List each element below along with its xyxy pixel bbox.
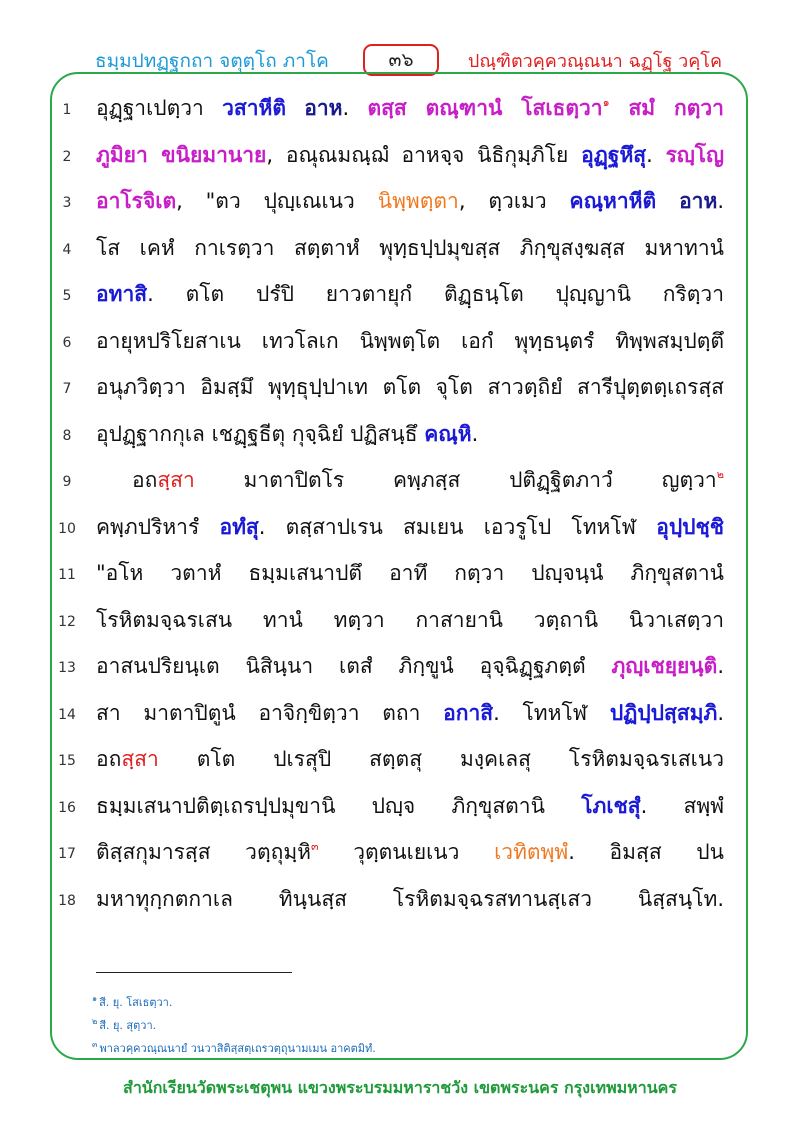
page-number-badge: ๓๖ [363, 44, 439, 76]
text-segment: , "ตว ปุญฺเณเนว [176, 189, 378, 213]
line-text [96, 92, 724, 125]
line-number: 3 [62, 195, 72, 211]
text-segment: อทาสิ [96, 282, 148, 306]
line-number: 5 [62, 288, 72, 304]
text-line [0, 228, 800, 268]
line-text [96, 697, 724, 730]
text-segment: อุฏฺฐหึสุ [581, 142, 647, 167]
text-segment: วุตฺตนเยเนว [318, 840, 495, 864]
text-line [0, 274, 800, 314]
line-text [96, 557, 724, 590]
line-text [96, 604, 724, 637]
text-segment: สา มาตาปิตูนํ อาจิกฺขิตฺวา ตถา [96, 700, 444, 725]
text-segment: นิพฺพตฺตา [377, 189, 459, 213]
footnote-text: สี. ยุ. โสเธตฺวา. [99, 996, 173, 1009]
header-chapter-title: ปณฺฑิตวคฺควณฺณนา ฉฏฺโฐ วคฺโค [467, 51, 722, 72]
line-number: 6 [62, 334, 72, 351]
line-text [96, 185, 724, 218]
text-segment: ภูมิยา ขนิยมานาย [96, 142, 267, 167]
text-line [0, 786, 800, 826]
line-text [96, 278, 724, 311]
text-segment: โภเชสุํ [581, 793, 641, 818]
text-segment: อายุหปริโยสาเน เทวโลเก นิพฺพตฺโต เอกํ พุทฺธนฺตรํ ทิพฺพสมฺปตฺตึ [96, 328, 724, 353]
text-segment: อาโรจิเต [96, 189, 177, 213]
text-segment: มาตาปิตโร คพฺภสฺส ปติฏฺฐิตภาวํ ญตฺวา [194, 468, 717, 492]
text-segment: เวทิตพฺพํ [494, 840, 569, 864]
line-number: 14 [58, 706, 76, 723]
line-number: 9 [62, 474, 72, 490]
text-segment [656, 189, 679, 213]
text-segment: รญฺโญ [665, 142, 724, 167]
footnote-text: สี. ยุ. สุตฺวา. [99, 1019, 157, 1032]
text-segment: ปฏิปฺปสฺสมฺภิ [609, 700, 718, 725]
footnote-marker: ๓ [311, 840, 319, 853]
line-text [96, 232, 724, 265]
text-line [0, 181, 800, 221]
footnote-text: พาลวคฺควณฺณนายํ วนวาสิติสฺสตฺเถรวตฺถุนามเมน อาคตมิทํ. [99, 1042, 376, 1055]
text-segment: , อณุณมณฺฌํ อาหจฺจ นิธิกุมฺภิโย [266, 142, 582, 167]
text-line [0, 414, 800, 454]
text-segment: มหาทุกฺกตกาเล ทินฺนสฺส โรหิตมจฺฉรสทานสฺเสว นิสฺสนฺโท. [96, 886, 724, 911]
line-text [96, 790, 724, 823]
text-segment: . ตสฺสาปเรน สมเยน เอวรูโป โทหโฬ [258, 514, 657, 539]
line-text [96, 371, 724, 404]
footnote-mark: ๑ [92, 994, 98, 1003]
line-text [96, 650, 724, 683]
text-segment: ติสฺสกุมารสฺส วตฺถุมฺหิ [96, 840, 312, 864]
footnote-marker: ๑ [602, 96, 610, 109]
text-segment: อาห [679, 189, 718, 213]
text-line [0, 507, 800, 547]
line-number: 13 [58, 660, 76, 676]
line-number: 8 [62, 427, 72, 444]
text-segment: อาสนปริยนฺเต นิสินฺนา เตสํ ภิกฺขูนํ อุจฺฉิฏฺฐภตฺตํ [96, 654, 612, 678]
line-number: 16 [58, 799, 76, 816]
text-segment: อุฏฺฐาเปตฺวา [96, 96, 223, 120]
text-line [0, 367, 800, 407]
line-number: 1 [62, 102, 72, 118]
footnote [92, 992, 172, 1011]
text-segment: . ตโต ปรํปิ ยาวตายุกํ ติฏฺธนฺโต ปุญฺญานิ กริตฺวา [147, 282, 724, 306]
line-text [96, 139, 724, 172]
text-segment: โส เคหํ กาเรตฺวา สตฺตาหํ พุทฺธปฺปมุขสฺส ภิกฺขุสงฺฆสฺส มหาทานํ [96, 235, 724, 260]
line-text [96, 418, 724, 451]
text-segment: อุปฏฺฐากกุเล เชฏฺฐธีตุ กุจฺฉิยํ ปฏิสนฺธึ [96, 421, 425, 446]
footnote [92, 1015, 156, 1034]
text-segment: สฺสา [121, 747, 159, 771]
text-segment: โรหิตมจฺฉรเสน ทานํ ทตฺวา กาสายานิ วตฺถานิ นิวาเสตฺวา [96, 607, 724, 632]
footnote-marker: ๒ [716, 468, 724, 481]
text-segment: . อิมสฺส ปน [568, 840, 724, 864]
text-segment: . [646, 142, 666, 167]
line-number: 18 [58, 892, 76, 909]
text-segment: สฺสา [157, 468, 195, 492]
text-segment: ธมฺมเสนาปติตฺเถรปฺปมุขานิ ปญฺจ ภิกฺขุสตานิ [96, 793, 582, 818]
text-line [0, 88, 800, 128]
line-text [96, 325, 724, 358]
text-segment: วสาหีติ [222, 96, 286, 120]
text-segment: คณฺหิ [424, 421, 472, 446]
text-segment: . [471, 421, 479, 446]
header-book-title: ธมฺมปทฏฺฐกถา จตุตฺโถ ภาโค [95, 50, 329, 72]
line-text [96, 464, 724, 497]
text-segment: "อโห วตาหํ ธมฺมเสนาปตึ อาทึ กตฺวา ปญฺจนฺนํ ภิกฺขุสตานํ [96, 561, 724, 585]
text-segment: ตสฺส ตณฺฑานํ โสเธตฺวา [367, 96, 603, 120]
footnote [92, 1038, 376, 1057]
text-segment: . โทหโฬ [493, 700, 610, 725]
text-line [0, 460, 800, 500]
line-text [96, 511, 724, 544]
text-line [0, 553, 800, 593]
line-number: 15 [58, 753, 76, 769]
line-number: 12 [58, 613, 76, 630]
text-segment: อาห [304, 96, 343, 120]
footnote-mark: ๓ [92, 1040, 98, 1049]
line-text [96, 743, 724, 776]
line-number: 10 [58, 520, 76, 537]
text-segment: อทํสุ [219, 514, 259, 539]
text-line [0, 646, 800, 686]
line-number: 4 [62, 241, 72, 258]
line-number: 17 [58, 846, 76, 862]
text-line [0, 135, 800, 175]
text-segment: อถ [96, 747, 122, 771]
text-segment: . สพฺพํ [640, 793, 724, 818]
line-number: 7 [62, 381, 72, 397]
text-line [0, 739, 800, 779]
footnote-divider [96, 972, 292, 973]
line-number: 2 [62, 148, 72, 165]
text-segment [286, 96, 304, 120]
text-segment: คณฺหาหีติ [569, 189, 657, 213]
line-text [96, 836, 724, 869]
text-line [0, 832, 800, 872]
text-segment: . [717, 189, 724, 213]
text-line [0, 693, 800, 733]
footnote-mark: ๒ [92, 1017, 98, 1026]
text-segment: . [717, 654, 724, 678]
text-line [0, 600, 800, 640]
text-segment: . [717, 700, 724, 725]
text-line [0, 321, 800, 361]
text-line [0, 879, 800, 919]
text-segment: อุปฺปชฺชิ [656, 514, 725, 539]
text-segment: ภุญฺเชยฺยนฺติ [611, 654, 718, 678]
line-number: 11 [58, 567, 76, 583]
text-segment: อกาสิ [443, 700, 494, 725]
text-segment: สมํ กตฺวา [609, 96, 724, 120]
text-segment: คพฺภปริหารํ [96, 514, 220, 539]
text-segment: อถ [132, 468, 158, 492]
line-text [96, 883, 724, 916]
text-segment: , ตฺวเมว [458, 189, 570, 213]
text-segment: อนุภวิตฺวา อิมสฺมึ พุทฺธุปฺปาเท ตโต จุโต สาวตฺถิยํ สารีปุตฺตตฺเถรสฺส [96, 375, 724, 399]
page-footer: สำนักเรียนวัดพระเชตุพน แขวงพระบรมมหาราชวัง เขตพระนคร กรุงเทพมหานคร [123, 1078, 677, 1097]
text-segment: . [342, 96, 368, 120]
text-segment: ตโต ปเรสุปิ สตฺตสุ มงฺคเลสุ โรหิตมจฺฉรเสเนว [158, 747, 724, 771]
